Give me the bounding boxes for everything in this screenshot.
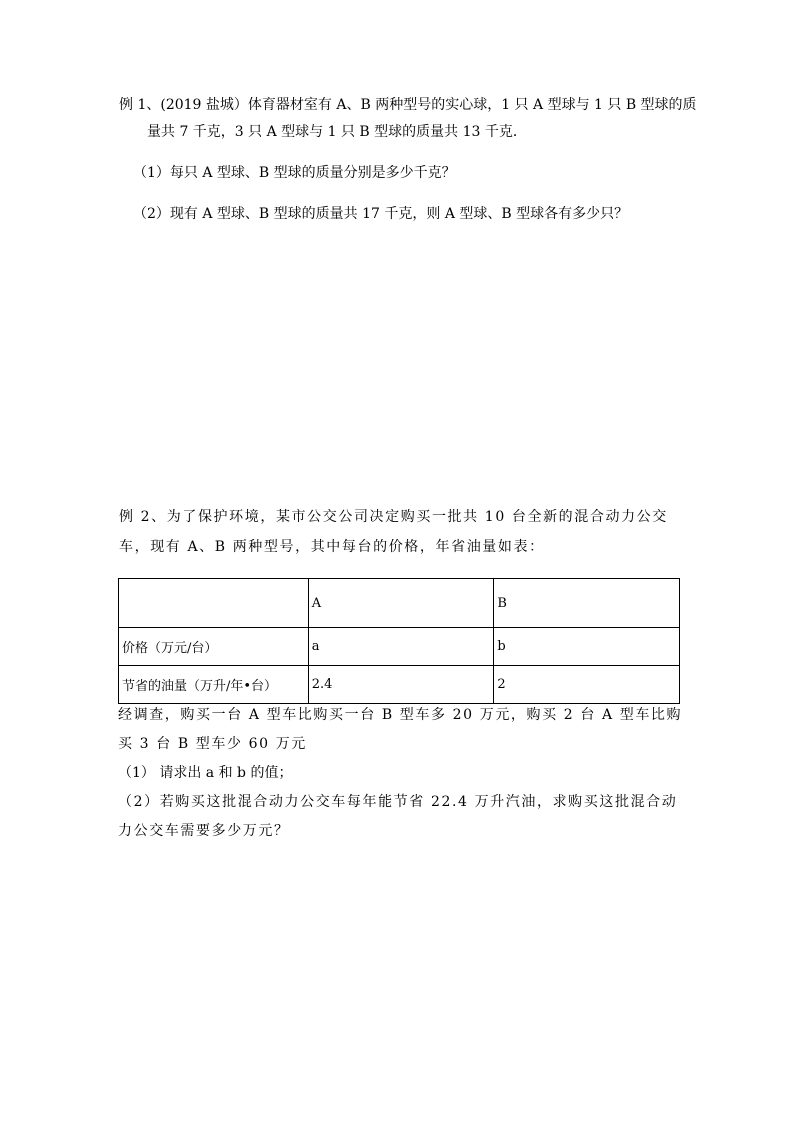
table-cell-label: 价格（万元/台） <box>119 628 309 666</box>
table-row <box>119 666 680 704</box>
table-cell <box>119 579 309 628</box>
table-cell-label: 节省的油量（万升/年•台） <box>119 666 309 704</box>
table-header-row <box>119 579 680 628</box>
table-cell: a <box>308 628 494 666</box>
table-header-a: A <box>308 579 494 628</box>
example1-line1: 例 1、(2019 盐城）体育器材室有 A、B 两种型号的实心球，1 只 A 型球与 1 只 B 型球的质 <box>119 97 697 113</box>
example2-question2-line2: 力公交车需要多少万元？ <box>118 823 290 839</box>
table-row <box>119 628 680 666</box>
table-cell: b <box>494 628 680 666</box>
example1-question1: （1）每只 A 型球、B 型球的质量分别是多少千克？ <box>133 165 456 181</box>
example1-question2: （2）现有 A 型球、B 型球的质量共 17 千克，则 A 型球、B 型球各有多少只？ <box>133 206 629 222</box>
example2-condition-line1: 经调查，购买一台 A 型车比购买一台 B 型车多 20 万元，购买 2 台 A 型车比购 <box>118 707 683 723</box>
example2-question2-line1: （2）若购买这批混合动力公交车每年能节省 22.4 万升汽油，求购买这批混合动 <box>118 794 678 810</box>
example2-question1: （1） 请求出 a 和 b 的值； <box>118 765 293 781</box>
example2-condition-line2: 买 3 台 B 型车少 60 万元 <box>118 736 307 752</box>
table-cell: 2 <box>494 666 680 704</box>
table-cell: 2.4 <box>308 666 494 704</box>
example1-line2: 量共 7 千克，3 只 A 型球与 1 只 B 型球的质量共 13 千克． <box>147 124 527 140</box>
example2-line2: 车，现有 A、B 两种型号，其中每台的价格，年省油量如表： <box>119 539 545 555</box>
fuel-price-table <box>118 578 680 704</box>
example2-line1: 例 2、为了保护环境，某市公交公司决定购买一批共 10 台全新的混合动力公交 <box>119 509 668 525</box>
table-header-b: B <box>494 579 680 628</box>
